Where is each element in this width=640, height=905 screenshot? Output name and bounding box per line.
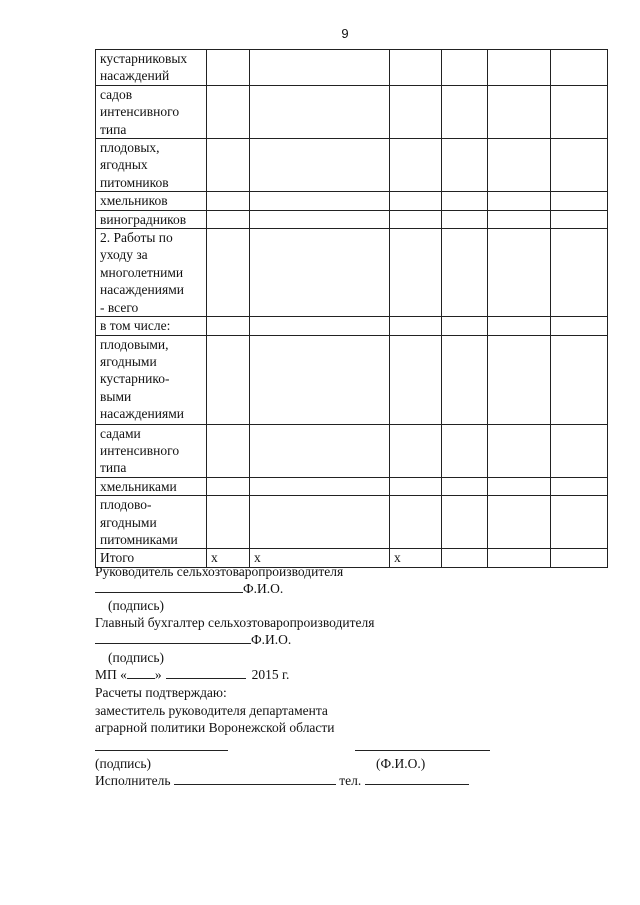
table-cell <box>250 496 390 549</box>
table-cell <box>390 210 442 228</box>
table-cell <box>488 85 551 138</box>
head-title: Руководитель сельхозтоваропроизводителя <box>95 564 344 579</box>
table-cell <box>250 139 390 192</box>
table-cell <box>442 496 488 549</box>
table-cell <box>207 496 250 549</box>
table-cell <box>250 192 390 210</box>
stamp-date-line <box>95 666 289 683</box>
row-label: Итого <box>96 549 207 567</box>
table-row <box>96 317 608 335</box>
row-label: плодово- ягодными питомниками <box>96 496 207 549</box>
row-label: плодовыми, ягодными кустарнико- выми насаждениями <box>96 335 207 424</box>
data-table <box>95 49 608 568</box>
head-fio: Ф.И.О. <box>243 581 284 596</box>
table-cell <box>390 229 442 317</box>
table-row <box>96 210 608 228</box>
table-cell <box>442 424 488 477</box>
table-cell <box>207 477 250 495</box>
table-cell <box>250 317 390 335</box>
table-cell <box>551 85 608 138</box>
table-cell <box>250 229 390 317</box>
head-signature-blank[interactable] <box>95 580 243 593</box>
table-cell <box>488 192 551 210</box>
mp-prefix: МП « <box>95 667 127 682</box>
table-cell <box>250 424 390 477</box>
table-cell: х <box>390 549 442 567</box>
table-cell <box>551 229 608 317</box>
table-cell <box>207 50 250 86</box>
table-cell <box>488 210 551 228</box>
table-cell <box>390 85 442 138</box>
executor-line <box>95 772 469 789</box>
table-row <box>96 139 608 192</box>
deputy-signature-blank[interactable] <box>95 738 228 751</box>
row-label: в том числе: <box>96 317 207 335</box>
deputy-line-2: аграрной политики Воронежской области <box>95 720 335 735</box>
table-cell <box>442 335 488 424</box>
table-cell <box>390 424 442 477</box>
table-cell <box>488 50 551 86</box>
deputy-signature-caption: (подпись) <box>95 756 152 771</box>
row-label: хмельниками <box>96 477 207 495</box>
table-cell <box>390 477 442 495</box>
table-cell: х <box>207 549 250 567</box>
table-cell <box>207 335 250 424</box>
table-cell <box>551 317 608 335</box>
row-label: садами интенсивного типа <box>96 424 207 477</box>
chief-accountant-title: Главный бухгалтер сельхозтоваропроизводителя <box>95 615 375 630</box>
table-row <box>96 424 608 477</box>
table-cell <box>488 549 551 567</box>
executor-blank[interactable] <box>174 772 336 785</box>
table-cell <box>488 424 551 477</box>
confirm-title: Расчеты подтверждаю: <box>95 685 227 700</box>
table-cell <box>390 335 442 424</box>
table-cell <box>390 317 442 335</box>
table-cell <box>250 210 390 228</box>
row-label: хмельников <box>96 192 207 210</box>
table-cell <box>442 549 488 567</box>
table-cell <box>488 496 551 549</box>
table-cell <box>250 477 390 495</box>
table-row <box>96 496 608 549</box>
table-cell <box>442 210 488 228</box>
mp-quote-close: » <box>154 667 162 682</box>
year: 2015 г. <box>251 667 290 682</box>
table-row <box>96 229 608 317</box>
table-row <box>96 50 608 86</box>
table-cell <box>442 317 488 335</box>
table-cell <box>207 210 250 228</box>
table-cell <box>390 50 442 86</box>
table-cell <box>442 192 488 210</box>
table-cell <box>207 229 250 317</box>
phone-blank[interactable] <box>365 772 469 785</box>
table-cell <box>442 85 488 138</box>
deputy-fio-blank-row <box>355 738 490 755</box>
chief-accountant-signature-blank[interactable] <box>95 631 251 644</box>
page-number: 9 <box>341 26 349 41</box>
table-cell <box>551 50 608 86</box>
row-label: садов интенсивного типа <box>96 85 207 138</box>
table-cell <box>551 549 608 567</box>
table-cell: х <box>250 549 390 567</box>
table-cell <box>250 335 390 424</box>
phone-label: тел. <box>339 773 362 788</box>
row-label: виноградников <box>96 210 207 228</box>
table-cell <box>488 335 551 424</box>
table-cell <box>250 85 390 138</box>
head-signature-line <box>95 580 283 597</box>
chief-accountant-fio: Ф.И.О. <box>251 632 292 647</box>
table-cell <box>390 139 442 192</box>
table-cell <box>207 192 250 210</box>
deputy-line-1: заместитель руководителя департамента <box>95 703 328 718</box>
table-cell <box>442 139 488 192</box>
table-cell <box>207 424 250 477</box>
month-blank[interactable] <box>166 666 246 679</box>
table-cell <box>551 335 608 424</box>
table-cell <box>551 496 608 549</box>
table-cell <box>207 317 250 335</box>
table-cell <box>390 192 442 210</box>
table-cell <box>207 139 250 192</box>
table-cell <box>488 229 551 317</box>
table-row <box>96 335 608 424</box>
table-cell <box>551 424 608 477</box>
table-cell <box>551 210 608 228</box>
row-label: 2. Работы по уходу за многолетними насаждениями - всего <box>96 229 207 317</box>
deputy-fio-caption: (Ф.И.О.) <box>376 756 426 771</box>
table-cell <box>390 496 442 549</box>
table-cell <box>551 192 608 210</box>
table-cell <box>250 50 390 86</box>
chief-accountant-signature-caption: (подпись) <box>108 650 165 665</box>
table-cell <box>488 139 551 192</box>
row-label: плодовых, ягодных питомников <box>96 139 207 192</box>
head-signature-caption: (подпись) <box>108 598 165 613</box>
table-cell <box>442 477 488 495</box>
executor-label: Исполнитель <box>95 773 171 788</box>
table-cell <box>442 50 488 86</box>
table-row <box>96 192 608 210</box>
table-cell <box>207 85 250 138</box>
table-cell <box>551 477 608 495</box>
table-cell <box>551 139 608 192</box>
chief-accountant-signature-line <box>95 631 291 648</box>
table-row <box>96 477 608 495</box>
table-cell <box>442 229 488 317</box>
table-row <box>96 85 608 138</box>
table-cell <box>488 317 551 335</box>
table-cell <box>488 477 551 495</box>
deputy-signature-blank-row <box>95 738 228 755</box>
deputy-fio-blank[interactable] <box>355 738 490 751</box>
row-label: кустарниковых насаждений <box>96 50 207 86</box>
day-blank[interactable] <box>127 666 155 679</box>
